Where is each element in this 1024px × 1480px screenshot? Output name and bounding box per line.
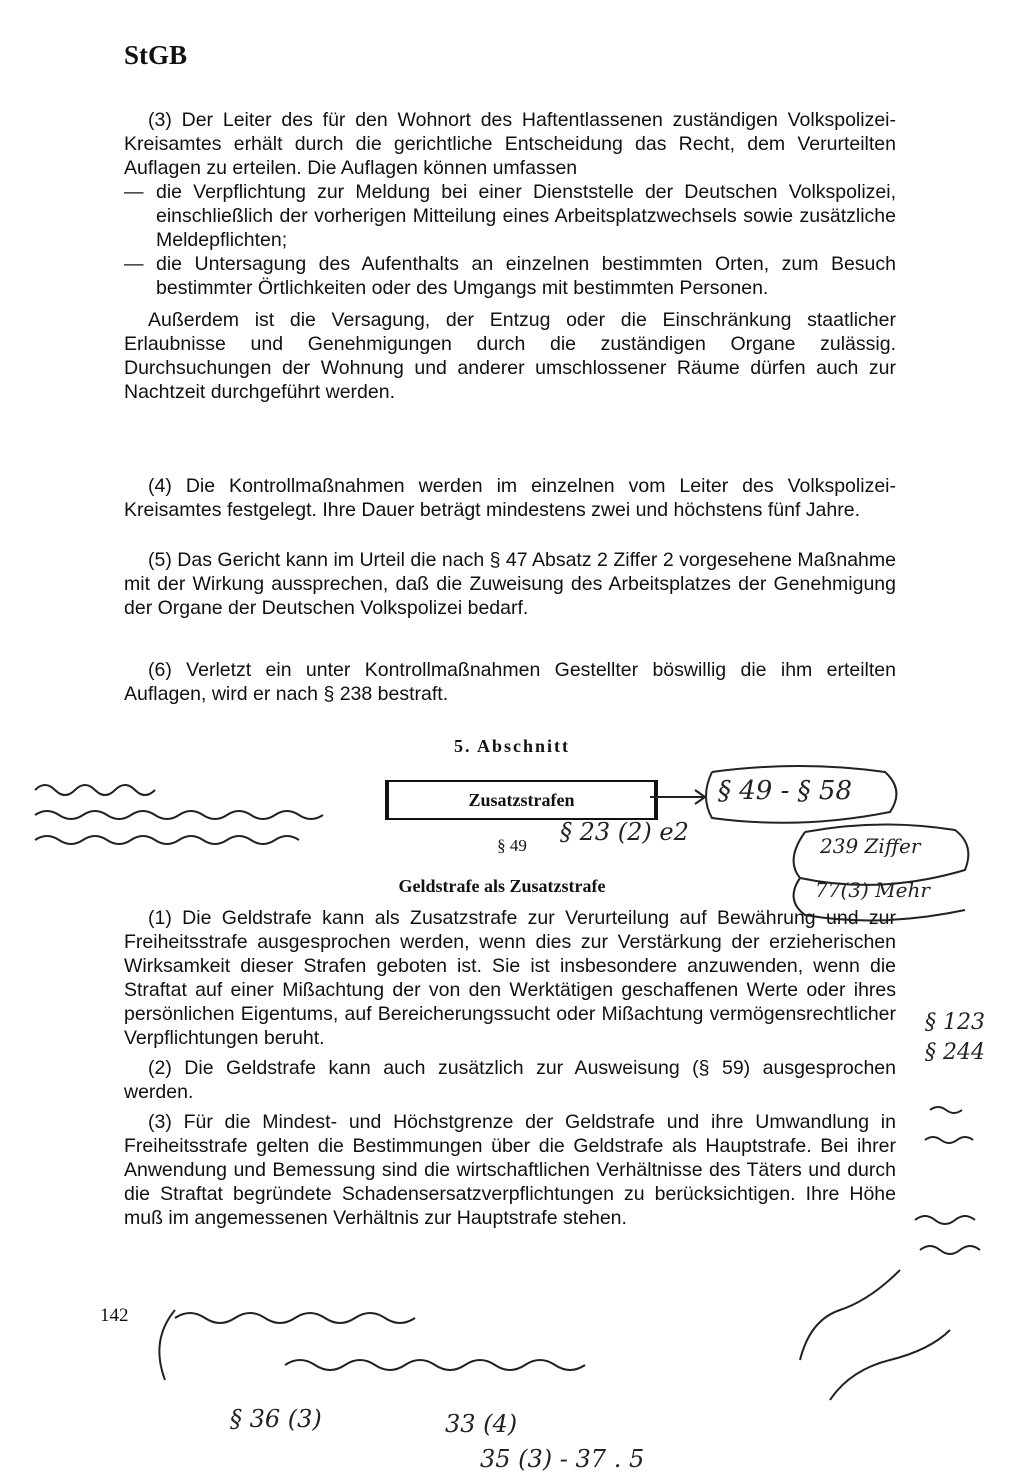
chapter-title: Zusatzstrafen [468,789,575,810]
bottom-scribble-1 [175,1313,415,1323]
section-5 [124,548,896,620]
handwritten-note: § 123 [925,1010,985,1035]
handwritten-note: § 49 - § 58 [718,776,853,806]
handwritten-note: 239 Ziffer [820,834,921,858]
list-item: — die Untersagung des Aufenthalts an einzelnen bestimmten Orten, zum Besuch bestimmter Örtlichkeiten oder des Umgangs mit bestimmten Personen. [124,252,896,300]
handwritten-note: § 23 (2) e2 [560,818,689,846]
section-4 [124,474,896,522]
section-6-text: (6) Verletzt ein unter Kontrollmaßnahmen Gestellter böswillig die ihm erteilten Auflagen, wird er nach § 238 bestraft. [124,659,896,705]
left-scribble-1 [35,785,155,795]
right-scribble-c [915,1216,975,1224]
right-scribble-e [800,1270,900,1360]
handwritten-note: 33 (4) [445,1410,518,1438]
section-3 [124,108,896,404]
handwritten-note: § 36 (3) [230,1405,322,1433]
handwritten-note: 35 (3) - 37 . 5 [480,1445,645,1473]
arrow-head [695,790,705,804]
page-header: StGB [124,40,188,70]
section-5-text: (5) Das Gericht kann im Urteil die nach § 47 Absatz 2 Ziffer 2 vorgesehene Maßnahme mit der Wirkung aussprechen, daß die Zuweisung des Arbeitsplatzes der Genehmigung der Organe der Deutschen Volkspolizei bedarf. [124,549,896,619]
p49-sub-2: (2) Die Geldstrafe kann auch zusätzlich zur Ausweisung (§ 59) ausgesprochen werden. [124,1057,896,1103]
right-scribble-d [920,1246,980,1254]
chapter-label: 5. Abschnitt [453,736,571,756]
dash-list [124,180,896,300]
section-3-closing: Außerdem ist die Versagung, der Entzug oder die Einschränkung staatlicher Erlaubnisse und Genehmigungen durch die zuständigen Organe zulässig. Durchsuchungen der Wohnung und anderer umschlossener Räume dürfen auch zur Nachtzeit durchgeführt werden. [124,309,896,403]
section-6 [124,658,896,706]
bottom-scribble-2 [285,1360,585,1370]
handwritten-note: 77(3) Mehr [815,878,930,902]
section-4-text: (4) Die Kontrollmaßnahmen werden im einzelnen vom Leiter des Volkspolizei-Kreisamtes festgelegt. Ihre Dauer beträgt mindestens zwei und höchstens fünf Jahre. [124,475,896,521]
paragraph-number: § 49 [497,836,527,855]
section-3-intro: (3) Der Leiter des für den Wohnort des Haftentlassenen zuständigen Volkspolizei-Kreisamtes erhält durch die gerichtliche Entscheidung das Recht, dem Verurteilten Auflagen zu erteilen. Die Auflagen können umfassen [124,109,896,179]
p49-sub-1: (1) Die Geldstrafe kann als Zusatzstrafe zur Verurteilung auf Bewährung und zur Freiheitsstrafe ausgesprochen werden, wenn dies zur Verstärkung der erzieherischen Wirksamkeit dieser Strafen geboten ist. Sie ist insbesondere anzuwenden, wenn die Straftat auf einer Mißachtung der von den Werktätigen geschaffenen Werte oder ihres persönlichen Eigentums, auf Bereicherungssucht oder Mißachtung vermögensrechtlicher Verpflichtungen beruht. [124,907,896,1049]
paragraph-heading: Geldstrafe als Zusatzstrafe [398,876,606,896]
p49-sub-3: (3) Für die Mindest- und Höchstgrenze der Geldstrafe und ihre Umwandlung in Freiheitsstrafe gelten die Bestimmungen über die Geldstrafe als Hauptstrafe. Bei ihrer Anwendung und Bemessung sind die wirtschaftlichen Verhältnisse des Täters und durch die Straftat begründete Schadensersatzverpflichtungen zu berücksichtigen. Ihre Höhe muß im angemessenen Verhältnis zur Hauptstrafe stehen. [124,1111,896,1229]
bottom-bracket [159,1310,175,1380]
page-number: 142 [100,1305,129,1326]
chapter-title-box [385,780,658,820]
right-scribble-a [930,1107,962,1113]
right-scribble-f [830,1330,950,1400]
left-scribble-2 [35,811,323,819]
right-scribble-b [925,1137,973,1143]
paragraph-49-body [124,906,896,1230]
list-item: — die Verpflichtung zur Meldung bei einer Dienststelle der Deutschen Volkspolizei, einschließlich der vorherigen Mitteilung eines Arbeitsplatzwechsels sowie zusätzliche Meldepflichten; [124,180,896,252]
handwritten-note: § 244 [925,1040,985,1065]
